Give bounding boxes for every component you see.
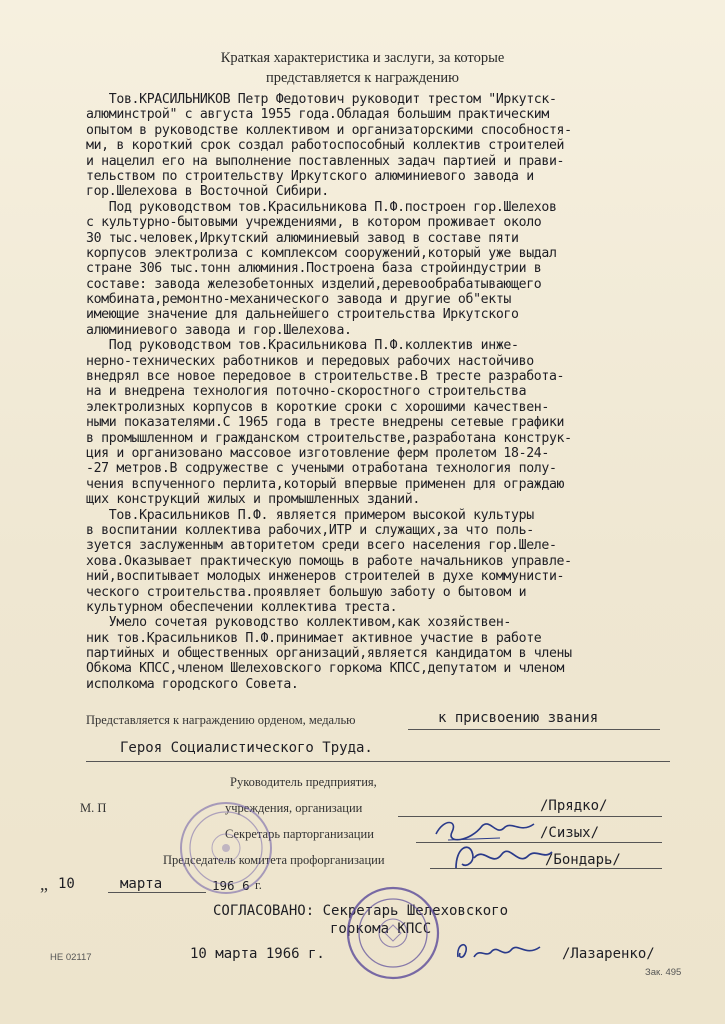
- body-line: гор.Шелехова в Восточной Сибири.: [86, 184, 329, 200]
- mp-label: М. П: [80, 801, 107, 815]
- body-line: алюминиевого завода и гор.Шелехова.: [86, 322, 352, 338]
- body-line: Под руководством тов.Красильникова П.Ф.коллектив инже-: [86, 338, 519, 354]
- body-line: зуется заслуженным авторитетом среди всего населения гор.Шеле-: [86, 538, 557, 554]
- union-label: Председатель комитета профорганизации: [163, 853, 385, 867]
- body-line: ми, в короткий срок создал работоспособный коллектив строителей: [86, 138, 565, 154]
- body-line: в воспитании коллектива рабочих,ИТР и служащих,за что поль-: [86, 522, 534, 538]
- body-line: ческого строительства.проявляет большую заботу о бытовом и: [86, 584, 527, 600]
- date-prefix: „: [40, 874, 48, 894]
- body-line: нерно-технических работников и передовых рабочих настойчиво: [86, 353, 534, 369]
- date-day: 10: [58, 876, 75, 892]
- agreed-text: СОГЛАСОВАНО: Секретарь Шелеховского: [213, 903, 509, 919]
- head-label-1: Руководитель предприятия,: [230, 775, 377, 789]
- head-name: /Прядко/: [540, 798, 608, 814]
- body-line: Тов.КРАСИЛЬНИКОВ Петр Федотович руководит трестом "Иркутск-: [86, 92, 557, 107]
- award-typed-1: к присвоению звания: [438, 710, 599, 726]
- union-name: /Бондарь/: [545, 852, 621, 868]
- date-suffix: г.: [255, 878, 262, 892]
- agreed-date: 10 марта 1966 г.: [190, 946, 325, 962]
- body-line: щих конструкций жилых и промышленных зданий.: [86, 492, 420, 508]
- body-line: опытом в руководстве коллективом и организаторскими способностя-: [86, 122, 572, 138]
- body-line: корпусов электролиза с комплексом сооружений,который уже выдал: [86, 245, 557, 261]
- body-line: составе: завода железобетонных изделий,деревообрабатывающего: [86, 276, 542, 292]
- award-rule-2: [86, 761, 670, 762]
- body-line: Тов.Красильников П.Ф. является примером высокой культуры: [86, 507, 534, 523]
- body-line: ция и организовано массовое изготовление ферм пролетом 18-24-: [86, 445, 549, 461]
- body-line: культурном обеспечении коллектива треста.: [86, 599, 398, 615]
- union-signature: [448, 838, 558, 878]
- body-line: 30 тыс.человек,Иркутский алюминиевый завод в составе пяти: [86, 230, 519, 246]
- form-code: НЕ 02117: [50, 952, 92, 963]
- body-line: электролизных корпусов в короткие сроки с хорошими качествен-: [86, 399, 549, 415]
- body-line: комбината,ремонтно-механического завода и другие об"екты: [86, 292, 512, 308]
- body-line: стране 306 тыс.тонн алюминия.Построена база стройиндустрии в: [86, 261, 542, 277]
- body-line: с культурно-бытовыми учреждениями, в котором проживает около: [86, 215, 542, 231]
- date-year: 196 6: [212, 878, 250, 893]
- award-typed-2: Героя Социалистического Труда.: [120, 740, 373, 756]
- body-line: чения вспученного перлита,который впервые применен для ограждаю: [86, 476, 565, 492]
- award-label: Представляется к награждению орденом, медалью: [86, 713, 356, 727]
- order-code: Зак. 495: [645, 967, 682, 978]
- agreed-text-2: горкома КПСС: [330, 921, 432, 937]
- round-stamp-organization: [178, 800, 274, 896]
- body-line: алюминстрой" с августа 1955 года.Обладая большим практическим: [86, 107, 549, 123]
- body-line: в промышленном и гражданском строительстве,разработана конструк-: [86, 430, 572, 446]
- header-line-2: представляется к награждению: [266, 70, 459, 86]
- body-line: тельством по строительству Иркутского алюминиевого завода и: [86, 168, 534, 184]
- body-line: Под руководством тов.Красильникова П.Ф.построен гор.Шелехов: [86, 199, 557, 215]
- header-line-1: Краткая характеристика и заслуги, за которые: [220, 50, 505, 66]
- body-line: ний,воспитывает молодых инженеров строителей в духе коммунисти-: [86, 569, 565, 585]
- body-line: на и внедрена технология поточно-скоростного строительства: [86, 384, 527, 400]
- head-label-2: учреждения, организации: [225, 801, 363, 815]
- body-line: и нацелил его на выполнение поставленных задач партией и прави-: [86, 153, 565, 169]
- body-line: исполкома городского Совета.: [86, 676, 299, 692]
- agreed-name: /Лазаренко/: [562, 946, 655, 962]
- body-line: партийных и общественных организаций,является кандидатом в члены: [86, 646, 572, 662]
- body-line: Обкома КПСС,членом Шелеховского горкома КПСС,депутатом и членом: [86, 661, 565, 677]
- secretary-label: Секретарь парторганизации: [225, 827, 374, 841]
- date-month: марта: [120, 876, 163, 892]
- body-text: [86, 92, 718, 692]
- body-line: имеющие значение для дальнейшего строительства Иркутского: [86, 307, 519, 323]
- agreed-signature: [452, 935, 547, 969]
- round-stamp-party: [345, 885, 441, 981]
- body-line: ными показателями.С 1965 года в тресте внедрены сетевые графики: [86, 415, 565, 431]
- award-rule-1: [408, 729, 660, 730]
- body-line: хова.Оказывает практическую помощь в работе начальников управле-: [86, 553, 572, 569]
- body-line: Умело сочетая руководство коллективом,как хозяйствен-: [86, 615, 512, 631]
- body-line: ник тов.Красильников П.Ф.принимает активное участие в работе: [86, 630, 542, 646]
- secretary-name: /Сизых/: [540, 825, 600, 841]
- body-line: внедрял все новое передовое в строительстве.В тресте разработа-: [86, 369, 565, 385]
- body-line: -27 метров.В содружестве с учеными отработана технология полу-: [86, 461, 557, 477]
